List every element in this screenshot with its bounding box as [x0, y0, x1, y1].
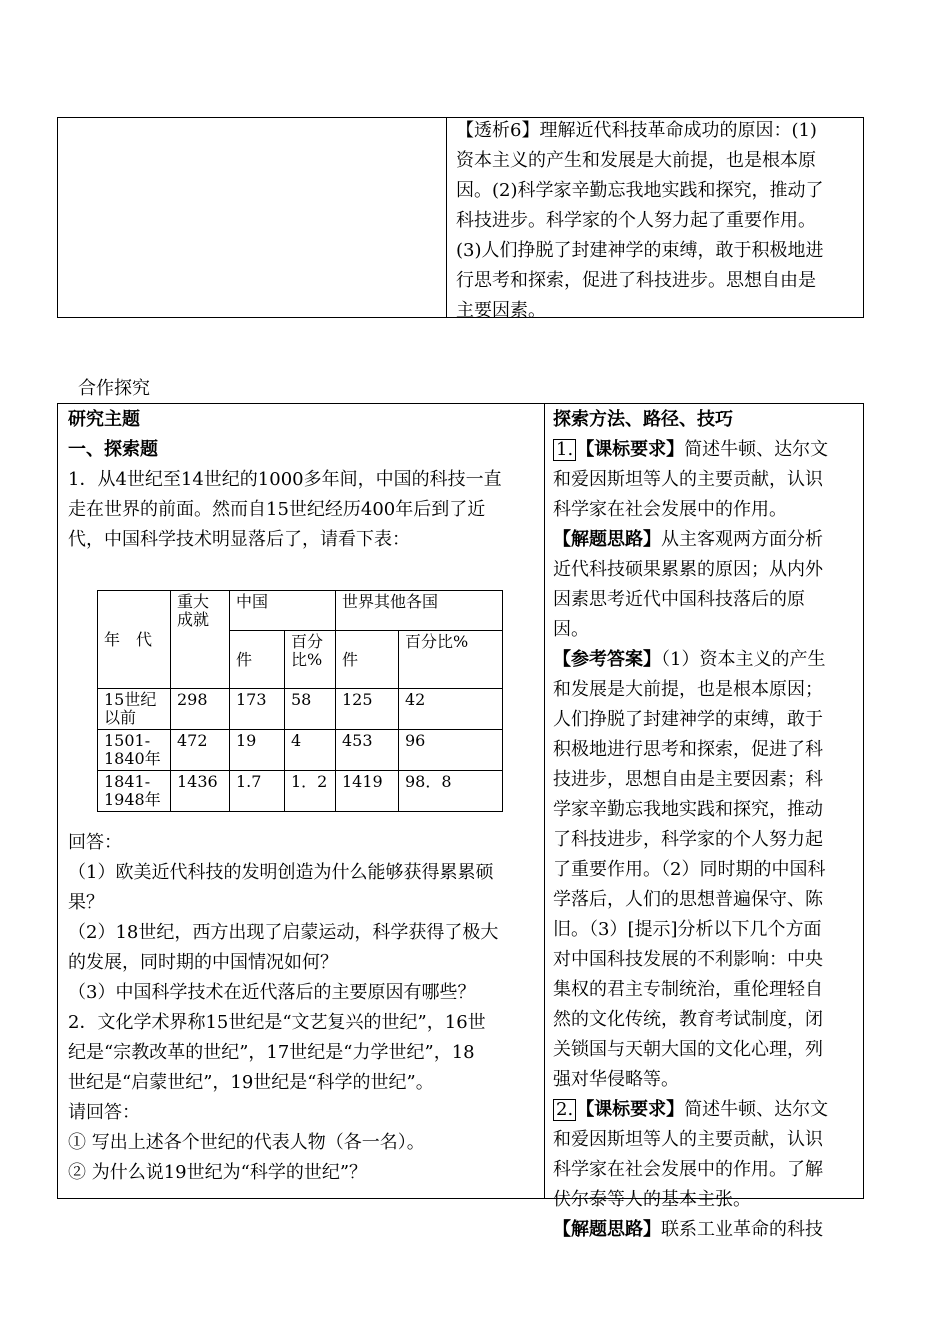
right-column [553, 405, 858, 1245]
main-table-divider [544, 403, 545, 1199]
cell-period: 1841-1948年 [98, 771, 171, 812]
cell-cn-pct: 58 [285, 689, 336, 730]
answer-line: 纪是“宗教改革的世纪”，17世纪是“力学世纪”，18 [68, 1042, 475, 1063]
cell-w-pct: 42 [399, 689, 503, 730]
cell-cn-pct: 4 [285, 730, 336, 771]
standard-tag: 【课标要求】 [576, 1099, 685, 1120]
b1-idea-cont: 因。 [553, 619, 589, 640]
b1-line: 科学家在社会发展中的作用。 [553, 499, 787, 520]
answer-line: 2．文化学术界称15世纪是“文艺复兴的世纪”，16世 [68, 1012, 486, 1033]
cell-w-count: 1419 [336, 771, 399, 812]
idea-text: 从主客观两方面分析 [661, 529, 823, 550]
cell-cn-count: 173 [230, 689, 285, 730]
section-title: 合作探究 [78, 378, 150, 399]
cell-w-count: 125 [336, 689, 399, 730]
b1-answer-cont: 人们挣脱了封建神学的束缚，敢于 [553, 709, 823, 730]
b1-answer-line [553, 645, 858, 675]
cell-w-pct: 98．8 [399, 771, 503, 812]
explore-title: 一、探索题 [68, 439, 158, 460]
answer-line: （2）18世纪，西方出现了启蒙运动，科学获得了极大 [68, 922, 499, 943]
standard-text: 简述牛顿、达尔文 [684, 439, 829, 460]
answer-line: 的发展，同时期的中国情况如何？ [68, 952, 338, 973]
b1-answer-cont: 对中国科技发展的不利影响：中央 [553, 949, 823, 970]
answer-line: ② 为什么说19世纪为“科学的世纪”？ [68, 1162, 368, 1183]
top-table-divider [446, 117, 447, 318]
answer-line: 世纪是“启蒙世纪”，19世纪是“科学的世纪”。 [68, 1072, 434, 1093]
analysis-line: 科技进步。科学家的个人努力起了重要作用。 [456, 210, 816, 231]
cell-cn-pct: 1．2 [285, 771, 336, 812]
cell-period: 15世纪以前 [98, 689, 171, 730]
left-header: 研究主题 [68, 409, 140, 430]
answer-text: （1）资本主义的产生 [661, 649, 826, 670]
cell-total: 298 [171, 689, 230, 730]
idea-text: 联系工业革命的科技 [661, 1219, 823, 1240]
question-line: 代，中国科学技术明显落后了，请看下表： [68, 529, 410, 550]
b1-answer-cont: 然的文化传统，教育考试制度，闭 [553, 1009, 823, 1030]
answer-line: 果？ [68, 892, 104, 913]
answer-tag: 【参考答案】 [553, 649, 661, 670]
left-column [68, 405, 538, 555]
b2-idea-line [553, 1215, 858, 1245]
b1-idea-cont: 因素思考近代中国科技落后的原 [553, 589, 805, 610]
b1-answer-cont: 了重要作用。（2）同时期的中国科 [553, 859, 826, 880]
b1-answer-cont: 积极地进行思考和探索，促进了科 [553, 739, 823, 760]
analysis-line: 行思考和探索，促进了科技进步。思想自由是 [456, 270, 816, 291]
b1-answer-cont: 了科技进步，科学家的个人努力起 [553, 829, 823, 850]
idea-tag: 【解题思路】 [553, 1219, 661, 1240]
cell-total: 472 [171, 730, 230, 771]
answer-line: ① 写出上述各个世纪的代表人物（各一名）。 [68, 1132, 425, 1153]
header-cn-percent: 百分比% [285, 631, 336, 689]
item-number-2: 2. [553, 1099, 576, 1121]
answer-line: （1）欧美近代科技的发明创造为什么能够获得累累硕 [68, 862, 494, 883]
b1-answer-cont: 学落后，人们的思想普遍保守、陈 [553, 889, 823, 910]
b1-answer-cont: 旧。（3）[提示]分析以下几个方面 [553, 919, 822, 940]
b2-line: 科学家在社会发展中的作用。了解 [553, 1159, 823, 1180]
header-year: 年 代 [98, 591, 171, 689]
b1-answer-cont: 强对华侵略等。 [553, 1069, 679, 1090]
cell-cn-count: 1.7 [230, 771, 285, 812]
b1-standard-line [553, 435, 858, 465]
analysis-line: 资本主义的产生和发展是大前提，也是根本原 [456, 150, 816, 171]
b2-line: 和爱因斯坦等人的主要贡献，认识 [553, 1129, 823, 1150]
question-line: 1．从4世纪至14世纪的1000多年间，中国的科技一直 [68, 469, 502, 490]
analysis-line: 因。(2)科学家辛勤忘我地实践和探究，推动了 [456, 180, 824, 201]
analysis-line: (3)人们挣脱了封建神学的束缚，敢于积极地进 [456, 240, 824, 261]
header-achievement: 重大成就 [171, 591, 230, 689]
right-header: 探索方法、路径、技巧 [553, 409, 733, 430]
b1-answer-cont: 和发展是大前提，也是根本原因； [553, 679, 823, 700]
b1-answer-cont: 集权的君主专制统治，重伦理轻自 [553, 979, 823, 1000]
b1-idea-cont: 近代科技硕果累累的原因；从内外 [553, 559, 823, 580]
top-analysis-text [456, 116, 824, 326]
b1-answer-cont: 技进步，思想自由是主要因素；科 [553, 769, 823, 790]
analysis-line: 【透析6】理解近代科技革命成功的原因：(1) [456, 120, 817, 141]
item-number-1: 1. [553, 439, 576, 461]
question-line: 走在世界的前面。然而自15世纪经历400年后到了近 [68, 499, 486, 520]
cell-cn-count: 19 [230, 730, 285, 771]
answer-section [68, 828, 538, 1188]
b1-answer-cont: 学家辛勤忘我地实践和探究，推动 [553, 799, 823, 820]
answer-line: 请回答： [68, 1102, 140, 1123]
cell-w-pct: 96 [399, 730, 503, 771]
standard-tag: 【课标要求】 [576, 439, 685, 460]
header-world-count: 件 [336, 631, 399, 689]
standard-text: 简述牛顿、达尔文 [684, 1099, 829, 1120]
header-world: 世界其他各国 [336, 591, 503, 631]
b2-standard-line [553, 1095, 858, 1125]
b2-line: 伏尔泰等人的基本主张。 [553, 1189, 751, 1210]
idea-tag: 【解题思路】 [553, 529, 661, 550]
cell-total: 1436 [171, 771, 230, 812]
b1-line: 和爱因斯坦等人的主要贡献，认识 [553, 469, 823, 490]
analysis-line: 主要因素。 [456, 300, 546, 321]
b1-idea-line [553, 525, 858, 555]
b1-answer-cont: 关锁国与天朝大国的文化心理，列 [553, 1039, 823, 1060]
cell-w-count: 453 [336, 730, 399, 771]
header-china: 中国 [230, 591, 336, 631]
cell-period: 1501-1840年 [98, 730, 171, 771]
achievement-table [97, 590, 503, 812]
answer-line: 回答： [68, 832, 122, 853]
header-cn-count: 件 [230, 631, 285, 689]
answer-line: （3）中国科学技术在近代落后的主要原因有哪些？ [68, 982, 476, 1003]
header-world-percent: 百分比% [399, 631, 503, 689]
